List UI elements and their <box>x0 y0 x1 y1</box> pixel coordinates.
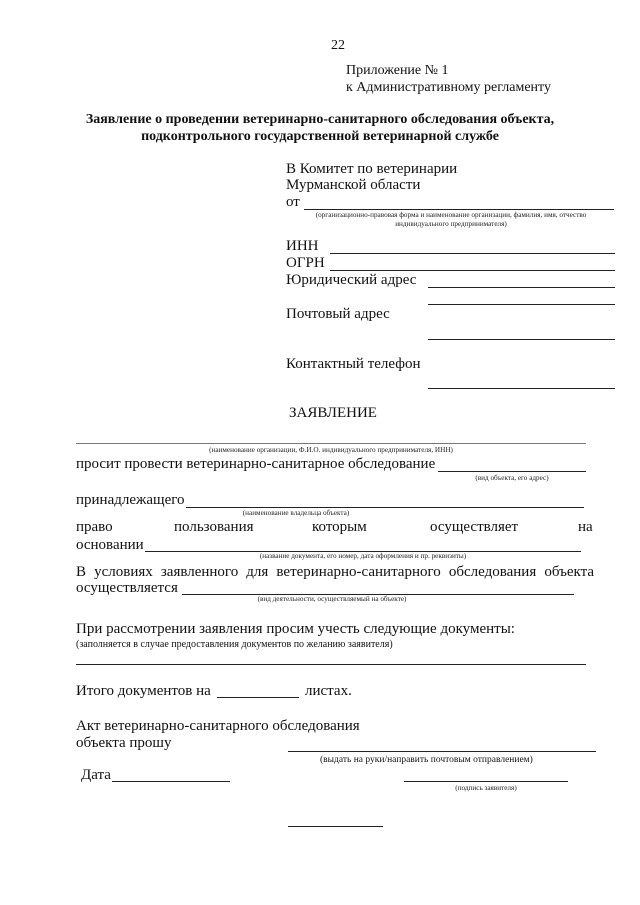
request-text: просит провести ветеринарно-санитарное обследование <box>76 456 436 472</box>
ogrn-field[interactable] <box>330 270 615 271</box>
appendix-line-1: Приложение № 1 <box>346 63 449 78</box>
total-suffix: листах. <box>305 683 352 699</box>
postal-address-field[interactable] <box>428 339 615 340</box>
act-delivery-field[interactable] <box>288 751 596 752</box>
addressee-line-2: Мурманской области <box>286 177 421 193</box>
appendix-line-2: к Административному регламенту <box>346 80 551 95</box>
act-line-2: объекта прошу <box>76 735 172 751</box>
total-prefix: Итого документов на <box>76 683 211 699</box>
statement-heading: ЗАЯВЛЕНИЕ <box>289 405 377 421</box>
activity-caption: (вид деятельности, осуществляемый на объекте) <box>257 595 407 603</box>
documents-field[interactable] <box>76 664 586 665</box>
right-word-1: право <box>76 519 113 535</box>
page-number: 22 <box>331 38 345 53</box>
basis-caption: (название документа, его номер, дата оформления и пр. реквизиты) <box>259 552 467 560</box>
object-caption: (вид объекта, его адрес) <box>475 474 549 482</box>
addressee-line-1: В Комитет по ветеринарии <box>286 161 458 177</box>
date-field[interactable] <box>112 781 230 782</box>
document-title-line-2: подконтрольного государственной ветеринарной службе <box>141 129 499 144</box>
act-caption: (выдать на руки/направить почтовым отправлением) <box>320 755 533 765</box>
conditions-line-1: В условиях заявленного для ветеринарно-санитарного обследования объекта <box>76 564 594 580</box>
object-field[interactable] <box>438 471 586 472</box>
from-label: от <box>286 194 300 210</box>
legal-address-field-2[interactable] <box>428 304 615 305</box>
from-caption-line-1: (организационно-правовая форма и наименование организации, фамилия, имя, отчество <box>315 211 587 219</box>
documents-caption: (заполняется в случае предоставления документов по желанию заявителя) <box>76 639 393 650</box>
organization-field[interactable] <box>76 443 586 444</box>
document-title-line-1: Заявление о проведении ветеринарно-санитарного обследования объекта, <box>85 112 555 127</box>
footer-line <box>288 826 383 827</box>
act-line-1: Акт ветеринарно-санитарного обследования <box>76 718 360 734</box>
owner-field[interactable] <box>186 507 584 508</box>
ogrn-label: ОГРН <box>286 255 325 271</box>
signature-field[interactable] <box>404 781 568 782</box>
basis-text: основании <box>76 537 144 553</box>
from-field[interactable] <box>304 209 614 210</box>
from-caption-line-2: индивидуального предпринимателя) <box>395 220 507 228</box>
legal-address-field-1[interactable] <box>428 287 615 288</box>
phone-field[interactable] <box>428 388 615 389</box>
owner-caption: (наименование владельца объекта) <box>242 509 350 517</box>
postal-address-label: Почтовый адрес <box>286 306 390 322</box>
legal-address-label: Юридический адрес <box>286 272 417 288</box>
right-word-3: которым <box>312 519 367 535</box>
inn-field[interactable] <box>330 253 615 254</box>
right-word-5: на <box>578 519 593 535</box>
inn-label: ИНН <box>286 238 319 254</box>
date-label: Дата <box>81 767 111 783</box>
documents-text: При рассмотрении заявления просим учесть следующие документы: <box>76 621 515 637</box>
right-word-2: пользования <box>174 519 254 535</box>
signature-caption: (подпись заявителя) <box>455 784 517 792</box>
conditions-line-2: осуществляется <box>76 580 178 596</box>
organization-caption: (наименование организации, Ф.И.О. индивидуального предпринимателя, ИНН) <box>209 446 453 454</box>
belonging-text: принадлежащего <box>76 492 185 508</box>
total-sheets-field[interactable] <box>217 697 299 698</box>
phone-label: Контактный телефон <box>286 356 421 372</box>
right-word-4: осуществляет <box>430 519 519 535</box>
